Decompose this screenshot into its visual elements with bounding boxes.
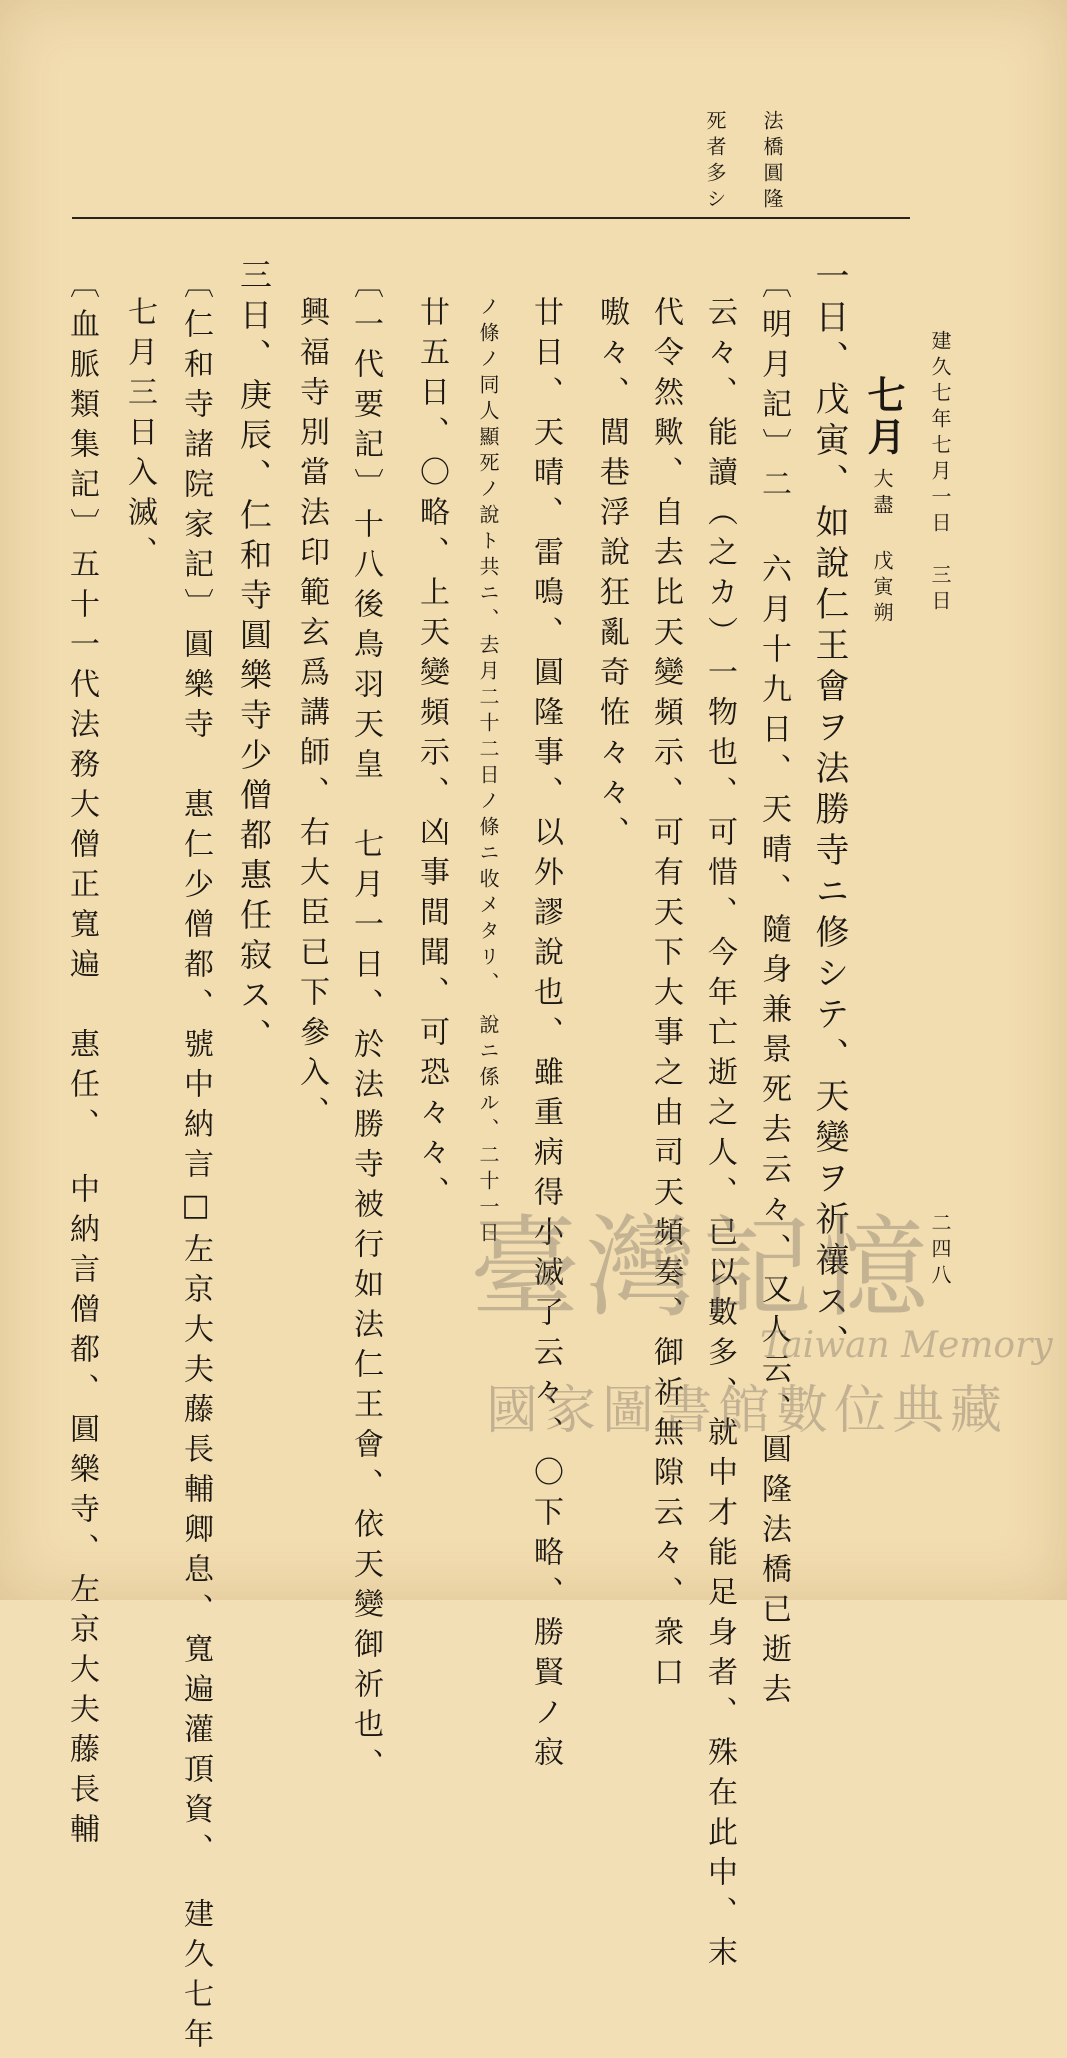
- month-heading: 七月: [861, 375, 906, 459]
- text-column-6: 廿日、天晴、雷鳴、圓隆事、以外謬說也、雖重病得小滅了云々、〇下略、勝賢ノ寂: [528, 296, 563, 1776]
- text-column-9: 〔一代要記〕十八後鳥羽天皇 七月一日、於法勝寺被行如法仁王會、依天變御祈也、: [348, 268, 383, 1788]
- text-column-2: 〔明月記〕二 六月十九日、天晴、隨身兼景死去云々、又人云、圓隆法橋已逝去: [756, 268, 791, 1713]
- month-note: 大盡 戊寅朔: [870, 468, 894, 628]
- watermark-logo-text: 臺灣記憶: [470, 1204, 934, 1332]
- text-column-4: 代令然歟、自去比天變頻示、可有天下大事之由司天頻奏、御祈無隙云々、衆口: [648, 296, 683, 1696]
- running-head: 建久七年七月一日 三日: [928, 330, 952, 616]
- text-column-13: 七月三日入滅、: [122, 296, 157, 576]
- text-column-12: 〔仁和寺諸院家記〕圓樂寺 惠仁少僧都、號中納言□左京大夫藤長輔卿息、寬遍灌頂資、 建久七年: [178, 268, 213, 2058]
- margin-note-1: 法橋圓隆: [760, 110, 784, 214]
- text-column-1: 一日、戊寅、如說仁王會ヲ法勝寺ニ修シテ、天變ヲ祈禳ス、: [809, 258, 849, 1365]
- page-number: 二四八: [928, 1212, 952, 1290]
- text-column-8: 廿五日、〇略、上天變頻示、凶事間聞、可恐々々、: [414, 296, 449, 1216]
- text-column-3: 云々、能讀（之カ）一物也、可惜、今年亡逝之人、已以數多、就中才能足身者、殊在此中、末: [702, 296, 737, 1976]
- margin-note-2: 死者多シ: [703, 110, 727, 214]
- text-column-10: 興福寺別當法印範玄爲講師、右大臣已下參入、: [294, 296, 329, 1136]
- text-column-14: 〔血脈類集記〕五十一代法務大僧正寬遍 惠任、 中納言僧都、圓樂寺、左京大夫藤長輔: [64, 268, 99, 1853]
- text-column-7: ノ條ノ同人顯死ノ說ト共ニ、去月二十二日ノ條ニ收メタリ、 說ニ係ル、二十一日: [476, 296, 500, 1248]
- text-column-5: 嗷々、閭巷浮說狂亂奇恠々々、: [594, 296, 629, 856]
- watermark-subtitle: 國家圖書館數位典藏: [486, 1381, 1009, 1441]
- watermark-english: Taiwan Memory: [760, 1325, 1053, 1366]
- header-rule: [72, 217, 910, 219]
- text-column-11: 三日、庚辰、仁和寺圓樂寺少僧都惠任寂ス、: [235, 258, 273, 1058]
